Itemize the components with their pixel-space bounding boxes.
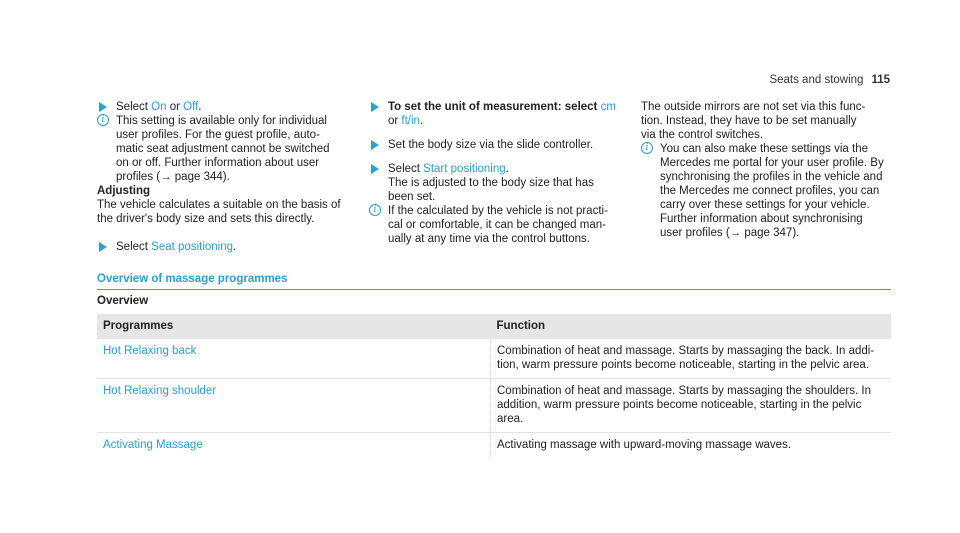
header-section-title: Seats and stowing [769,74,864,86]
mirrors-text-2: tion. Instead, they have to be set manually [641,115,857,127]
table-row [97,339,891,379]
table-row [97,379,891,433]
info-note-profiles: i This setting is available only for individual user profiles. For the guest profile, auto- matic seat adjustment cannot be switched on or off. Further information about user profiles (→ page 344). [97,114,352,184]
step-set-unit: To set the unit of measurement: select cm or ft/in. [369,100,624,128]
step-start-positioning: Select Start positioning. The is adjusted to the body size that has been set. [369,162,624,204]
step-select-on-off: Select On or Off. [97,100,352,114]
column-2 [369,100,624,246]
arrow-right-icon [99,102,107,112]
function-cell: Combination of heat and massage. Starts by massaging the shoulders. In addition, warm pressure points become noticeable, starting in the pelvic area. [491,379,892,433]
adjusting-text-1: The vehicle calculates a suitable on the basis of [97,199,341,211]
table-header-row [97,314,891,339]
column-3 [641,100,896,240]
programme-activating-massage[interactable]: Activating Massage [103,439,203,451]
header-function: Function [491,314,892,339]
option-on[interactable]: On [151,101,167,113]
info-note-calculated: i If the calculated by the vehicle is not practi- cal or comfortable, it can be changed man- ually at any time via the control buttons. [369,204,624,246]
step-set-body-size: Set the body size via the slide controller. [369,138,624,152]
step-select-seat-positioning: Select Seat positioning. [97,240,352,254]
header-programmes: Programmes [97,314,491,339]
start-positioning-link[interactable]: Start positioning [423,163,506,175]
function-cell: Activating massage with upward-moving massage waves. [491,433,892,459]
adjusting-heading: Adjusting [97,185,151,197]
column-1 [97,100,352,254]
seat-positioning-link[interactable]: Seat positioning [151,241,234,253]
overview-subheading: Overview [97,295,149,307]
massage-programmes-table [97,314,891,458]
arrow-right-icon [371,164,379,174]
arrow-right-icon [371,102,379,112]
programme-hot-relaxing-shoulder[interactable]: Hot Relaxing shoulder [103,385,217,397]
unit-cm[interactable]: cm [600,101,616,113]
unit-ft-in[interactable]: ft/in [401,115,420,127]
page-number: 115 [871,74,890,86]
info-note-mercedes-me: i You can also make these settings via the Mercedes me portal for your user profile. By synchronising the profiles in the vehicle and the Mercedes me connect profiles, you can carry over these settings for your vehicle. Further information about synchronising user profiles (→ page 347). [641,142,896,240]
mirrors-text-3: via the control switches. [641,129,764,141]
info-icon: i [641,142,653,154]
table-row [97,433,891,459]
adjusting-text-2: the driver's body size and sets this directly. [97,213,315,225]
arrow-right-icon [99,242,107,252]
section-title: Overview of massage programmes [97,272,891,290]
mirrors-text-1: The outside mirrors are not set via this func- [641,101,866,113]
info-icon: i [97,114,109,126]
programme-hot-relaxing-back[interactable]: Hot Relaxing back [103,345,197,357]
arrow-right-icon [371,140,379,150]
page-header [769,73,890,87]
option-off[interactable]: Off [183,101,199,113]
function-cell: Combination of heat and massage. Starts by massaging the back. In addi- tion, warm pressure points become noticeable, starting in the pelvic area. [491,339,892,379]
info-icon: i [369,204,381,216]
